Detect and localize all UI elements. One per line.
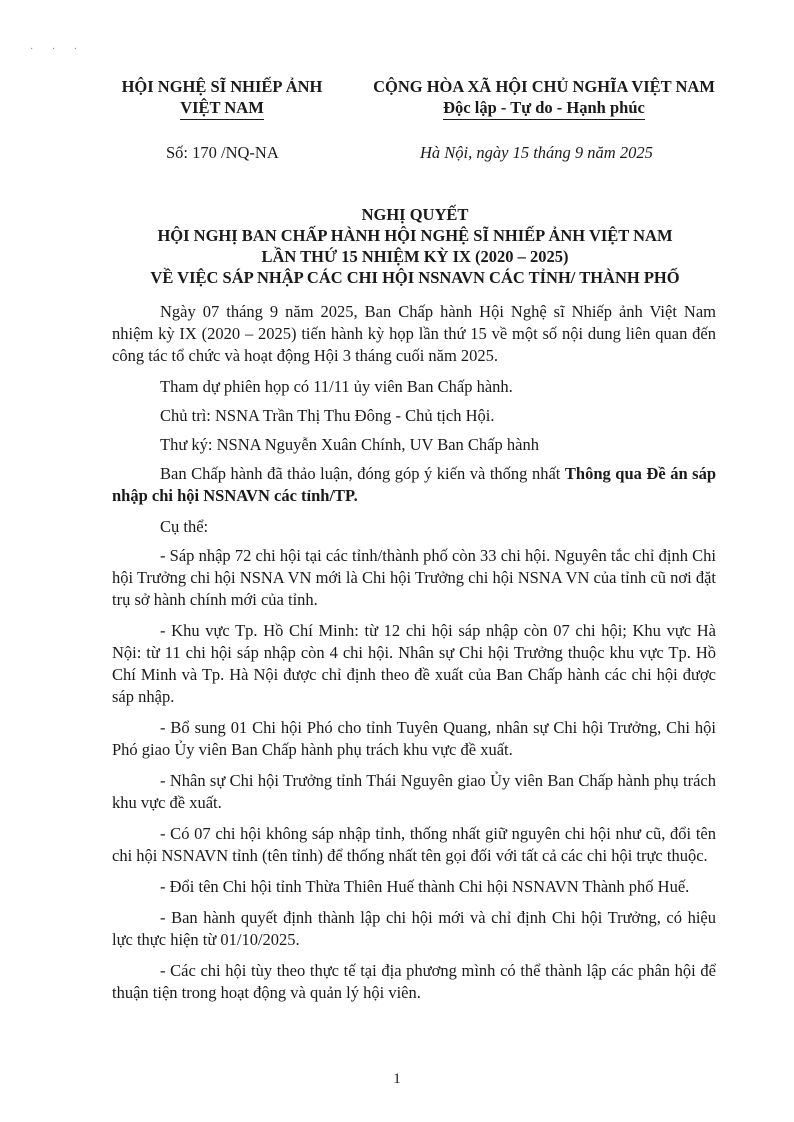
title-line-3: LẦN THỨ 15 NHIỆM KỲ IX (2020 – 2025) (261, 247, 569, 266)
document-number: Số: 170 /NQ-NA (166, 143, 279, 162)
page-number: 1 (393, 1071, 401, 1087)
scan-artifact-dots: · · · (30, 44, 85, 55)
decision-paragraph (112, 463, 716, 507)
title-line-4: VỀ VIỆC SÁP NHẬP CÁC CHI HỘI NSNAVN CÁC TỈNH/ THÀNH PHỐ (150, 268, 680, 287)
list-item: - Các chi hội tùy theo thực tế tại địa phương mình có thể thành lập các phân hội để thuận tiện trong hoạt động và quản lý hội viên. (112, 961, 716, 1002)
title-line-2: HỘI NGHỊ BAN CHẤP HÀNH HỘI NGHỆ SĨ NHIẾP ẢNH VIỆT NAM (157, 226, 673, 245)
document-title (80, 204, 750, 288)
secretary-paragraph: Thư ký: NSNA Nguyễn Xuân Chính, UV Ban Chấp hành (160, 435, 539, 454)
organization-name-line1: HỘI NGHỆ SĨ NHIẾP ẢNH (121, 77, 323, 96)
intro-paragraph: Ngày 07 tháng 9 năm 2025, Ban Chấp hành Hội Nghệ sĩ Nhiếp ảnh Việt Nam nhiệm kỳ IX (2020 – 2025) tiến hành kỳ họp lần thứ 15 về một số nội dung liên quan đến công tác tổ chức và hoạt động Hội 3 tháng cuối năm 2025. (112, 302, 716, 365)
attendance-paragraph: Tham dự phiên họp có 11/11 ủy viên Ban Chấp hành. (160, 377, 513, 396)
organization-header (112, 76, 332, 120)
document-body (112, 301, 716, 1013)
list-item: - Đổi tên Chi hội tỉnh Thừa Thiên Huế thành Chi hội NSNAVN Thành phố Huế. (160, 877, 690, 896)
decision-text: Ban Chấp hành đã thảo luận, đóng góp ý kiến và thống nhất (160, 464, 565, 483)
organization-name-line2: VIỆT NAM (180, 97, 264, 120)
list-item: - Bổ sung 01 Chi hội Phó cho tỉnh Tuyên Quang, nhân sự Chi hội Trưởng, Chi hội Phó giao Ủy viên Ban Chấp hành phụ trách khu vực đề xuất. (112, 718, 716, 759)
national-title: CỘNG HÒA XÃ HỘI CHỦ NGHĨA VIỆT NAM (373, 77, 715, 96)
decision-bold-text: Thông qua Đề án sáp nhập chi hội NSNAVN các tỉnh/TP. (112, 464, 716, 505)
list-item: - Sáp nhập 72 chi hội tại các tỉnh/thành phố còn 33 chi hội. Nguyên tắc chỉ định Chi hội Trưởng chi hội NSNA VN mới là Chi hội Trưởng chi hội NSNA VN của tỉnh cũ nơi đặt trụ sở hành chính mới của tỉnh. (112, 546, 716, 609)
list-item: - Ban hành quyết định thành lập chi hội mới và chỉ định Chi hội Trưởng, có hiệu lực thực hiện từ 01/10/2025. (112, 908, 716, 949)
title-line-1: NGHỊ QUYẾT (361, 205, 469, 224)
list-item: - Có 07 chi hội không sáp nhập tỉnh, thống nhất giữ nguyên chi hội như cũ, đổi tên chi hội NSNAVN tỉnh (tên tỉnh) để thống nhất tên gọi đối với tất cả các chi hội trực thuộc. (112, 824, 716, 865)
specifics-label: Cụ thể: (160, 517, 209, 536)
list-item: - Khu vực Tp. Hồ Chí Minh: từ 12 chi hội sáp nhập còn 07 chi hội; Khu vực Hà Nội: từ 11 chi hội sáp nhập còn 4 chi hội. Nhân sự Chi hội Trưởng thuộc khu vực Tp. Hồ Chí Minh và Tp. Hà Nội được chỉ định theo đề xuất của Ban Chấp hành các chi hội được sáp nhập. (112, 621, 716, 706)
document-date: Hà Nội, ngày 15 tháng 9 năm 2025 (420, 143, 653, 162)
national-motto: Độc lập - Tự do - Hạnh phúc (443, 97, 645, 120)
national-header (358, 76, 730, 120)
chair-paragraph: Chủ trì: NSNA Trần Thị Thu Đông - Chủ tịch Hội. (160, 406, 495, 425)
list-item: - Nhân sự Chi hội Trưởng tỉnh Thái Nguyên giao Ủy viên Ban Chấp hành phụ trách khu vực đề xuất. (112, 771, 716, 812)
